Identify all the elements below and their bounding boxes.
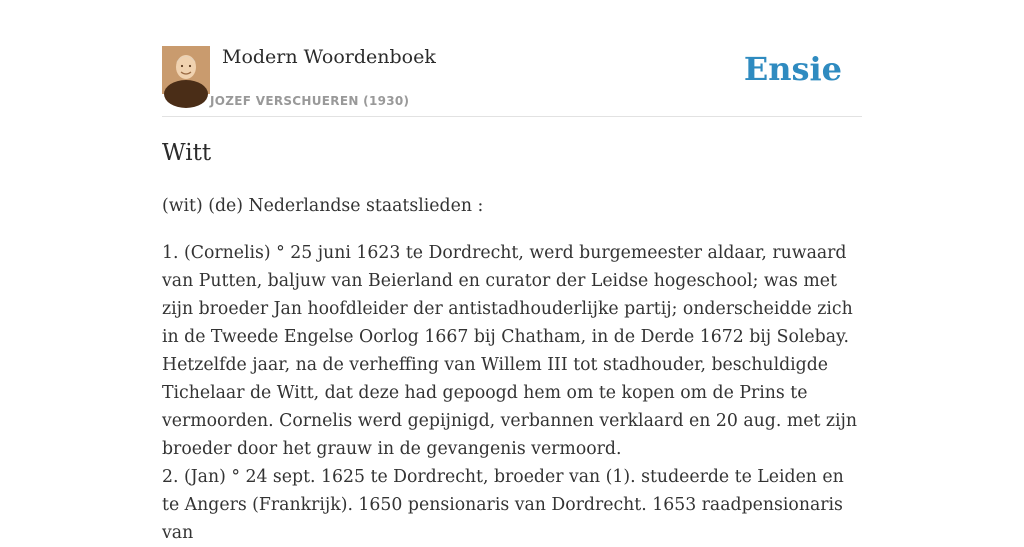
entry-content bbox=[162, 192, 862, 547]
book-author: JOZEF VERSCHUEREN (1930) bbox=[210, 94, 410, 108]
portrait-icon bbox=[162, 46, 210, 94]
entry-paragraph-1: 1. (Cornelis) ° 25 juni 1623 te Dordrecht, werd burgemeester aldaar, ruwaard van Putten, baljuw van Beierland en curator der Leidse hogeschool; was met zijn broeder Jan hoofdleider der antistadhouderlijke partij; onderscheidde zich in de Tweede Engelse Oorlog 1667 bij Chatham, in de Derde 1672 bij Solebay. Hetzelfde jaar, na de verheffing van Willem III tot stadhouder, beschuldigde Tichelaar de Witt, dat deze had gepoogd hem om te kopen om de Prins te vermoorden. Cornelis werd gepijnigd, verbannen verklaard en 20 aug. met zijn broeder door het grauw in de gevangenis vermoord. bbox=[162, 243, 857, 459]
author-portrait[interactable] bbox=[162, 46, 210, 94]
ensie-logo-link[interactable]: Ensie bbox=[743, 50, 842, 88]
entry-paragraph-2: 2. (Jan) ° 24 sept. 1625 te Dordrecht, broeder van (1). studeerde te Leiden en te Angers (Frankrijk). 1650 pensionaris van Dordrecht. 1653 raadpensionaris van bbox=[162, 467, 844, 543]
book-title-link[interactable]: Modern Woordenboek bbox=[222, 46, 436, 68]
entry-intro: (wit) (de) Nederlandse staatslieden : bbox=[162, 196, 484, 216]
dictionary-header bbox=[162, 40, 862, 117]
entry-title: Witt bbox=[162, 140, 212, 166]
